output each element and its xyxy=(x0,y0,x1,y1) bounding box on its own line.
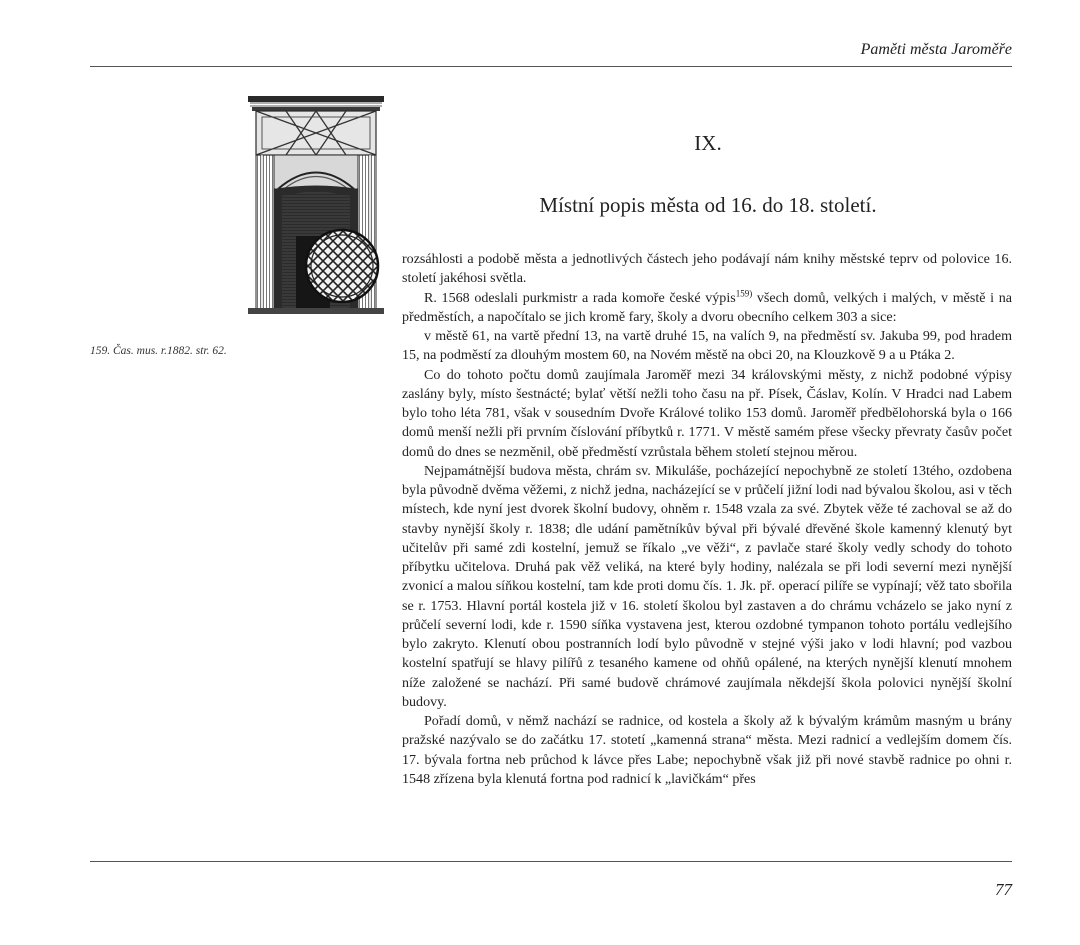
footer-rule xyxy=(90,861,1012,862)
chapter-number: IX. xyxy=(694,131,722,155)
page-number: 77 xyxy=(995,880,1012,899)
paragraph: Pořadí domů, v němž nachází se radnice, od kostela a školy až k bývalým krámům masným u brány pražské nazývalo se do začátku 17. stotetí „kamenná strana“ města. Mezi radnicí a vedlejším domem čís. 17. bývala fortna neb průchod k lávce přes Labe; nepochybně však již při nové stavbě radnice po ohni r. 1548 zřízena byla klenutá fortna pod radnicí k „lavičkám“ přes xyxy=(402,713,1012,787)
header-rule xyxy=(90,66,1012,67)
paragraph: rozsáhlosti a podobě města a jednotlivých částech jeho podávají nám knihy městské teprv od polovice 16. století jakéhosi světla. xyxy=(402,251,1012,287)
body-text xyxy=(402,250,1012,789)
paragraph: Nejpamátnější budova města, chrám sv. Mikuláše, pocházející nepochybně ze století 13tého, ozdobena byla původně dvěma věžemi, z nichž jedna, nacházející se v průčelí jižní lodi nad bývalou školou, asi v těch místech, kde nyní jest dvorek školní budovy, ohněm r. 1548 vzala za své. Zbytek věže té zachoval se až do stavby nynější školy r. 1838; dle udání pamětníkův býval při bývalé dřevěné škole kamenný klenutý byt učitelův při samé zdi kostelní, jemuž se říkalo „ve věži“, z pavlače staré školy vedly schody do tohoto příbytku učitelova. Druhá pak věž veliká, na které byly hodiny, nalézala se při lodi severní mezi nynější zvonicí a malou síňkou kostelní, tam kde proti domu čís. 1. Jk. př. operací pilíře se vypínají; věž tato sbořila se r. 1753. Hlavní portál kostela již v 16. století školou byl zastaven a do chrámu vcházelo se jako nyní z průčelí severní lodi, kde r. 1590 síňka vystavena jest, kterou ozdobné tympanon tohoto portálu vedlejšího bylo zakryto. Klenutí obou postranních lodí bylo původně v stejné výši jako v lodi hlavní; pod vazbou kostelní spatřují se hlavy pilířů z tesaného kamene od ohňů opálené, na kterých nynější klenutí mnohem níže založené se nachází. Při samé budově chrámové zaujímala někdejší škola polovici nynější školní budovy. xyxy=(402,462,1012,710)
paragraph: v městě 61, na vartě přední 13, na vartě druhé 15, na valích 9, na předměstí sv. Jakuba 99, pod hradem 15, na podměstí za dlouhým mostem 60, na Novém městě na obci 20, na Klouzkově 9 a u Ptáka 2. xyxy=(402,328,1012,364)
portal-illustration xyxy=(248,96,384,314)
paragraph-text: všech domů, velkých i malých, v městě i na předměstích, a napočítalo se jich kromě fary, školy a dvoru obecního celkem 303 a sice: xyxy=(402,289,1012,325)
paragraph-text: R. 1568 odeslali purkmistr a rada komoře české výpis xyxy=(424,289,736,306)
footnote-reference: 159) xyxy=(735,287,753,298)
chapter-title: Místní popis města od 16. do 18. století. xyxy=(539,193,877,217)
running-head: Paměti města Jaroměře xyxy=(860,41,1012,58)
paragraph: Co do tohoto počtu domů zaujímala Jaroměř mezi 34 královskými městy, z nichž podobné výpisy zaslány byly, místo šestnácté; bylať větší nežli toho času na př. Písek, Čáslav, Kolín. V Hradci nad Labem bylo toho léta 781, však v sousedním Dvoře Králové toliko 153 domů. Jaroměř předbělohorská byla o 166 domů menší nežli při prvním číslování příbytků r. 1771. V městě samém přese všecky převraty časův počet domů do dnes se nezměnil, obě předměstí vzrůstala během století stejnou měrou. xyxy=(402,366,1012,460)
paragraph xyxy=(402,289,1012,328)
footnote: 159. Čas. mus. r.1882. str. 62. xyxy=(90,345,227,357)
